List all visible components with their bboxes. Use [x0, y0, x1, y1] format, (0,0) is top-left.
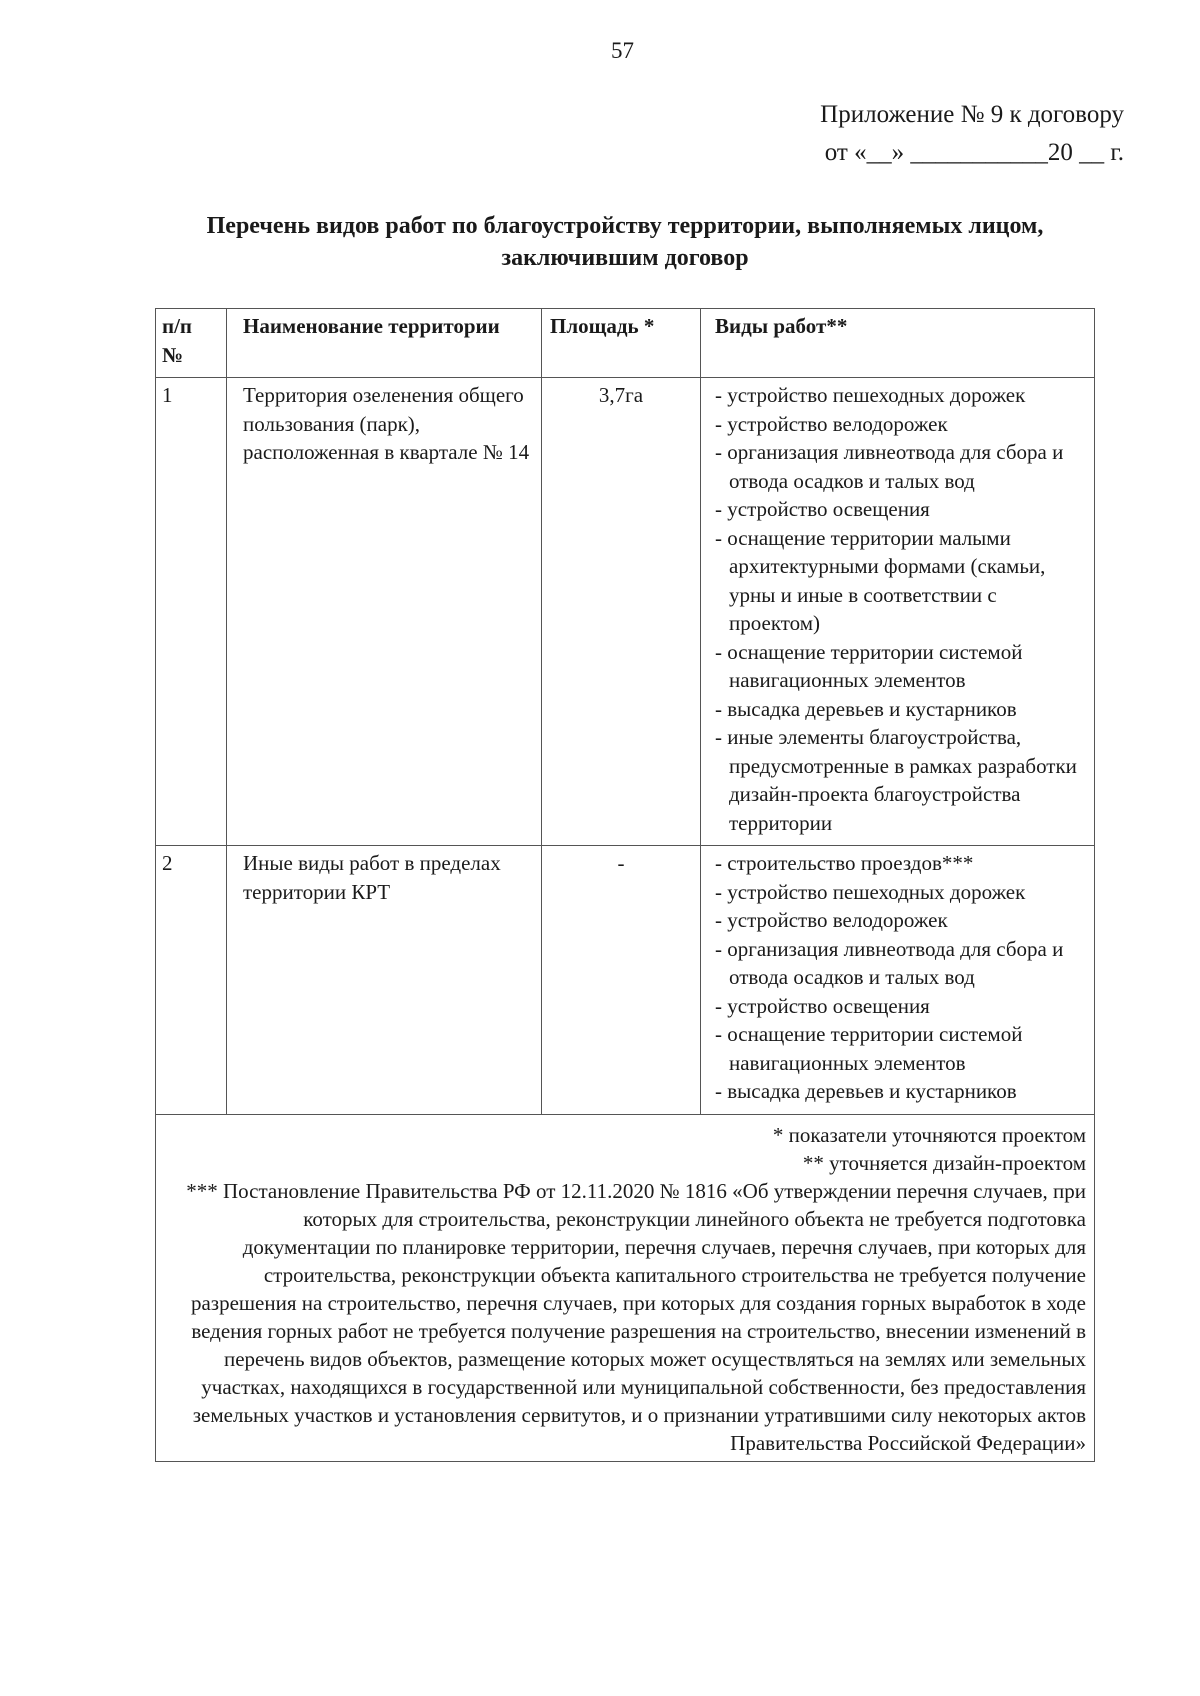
header-num-line-2: № — [162, 342, 184, 367]
notes-cell — [156, 1114, 1095, 1461]
row-2-works — [701, 846, 1095, 1115]
row-1-num: 1 — [156, 378, 227, 846]
row-1-works — [701, 378, 1095, 846]
works-table — [155, 308, 1095, 1462]
work-item: - высадка деревьев и кустарников — [715, 696, 1017, 721]
table-row — [156, 378, 1095, 846]
note-decree: *** Постановление Правительства РФ от 12.11.2020 № 1816 «Об утверждении перечня случаев, при которых для строительства, реконструкции линейного объекта не требуется подготовка документации по планировке территории, перечня случаев, перечня случаев, при которых для строительства, реконструкции объекта капитального строительства не требуется получение разрешения на строительство, перечня случаев, при которых для создания горных выработок в ходе ведения горных работ не требуется получение разрешения на строительство, внесении изменений в перечень видов объектов, размещение которых может осуществляться на землях или земельных участках, находящихся в государственной или муниципальной собственности, без предоставления земельных участков и установления сервитутов, и о признании утратившими силу некоторых актов Правительства Российской Федерации» — [186, 1178, 1086, 1455]
work-item: - оснащение территории малыми архитектурными формами (скамьи, урны и иные в соответствии с проектом) — [715, 525, 1046, 635]
appendix-line-2: от «__» ___________20 __ г. — [824, 139, 1124, 166]
work-item: - организация ливнеотвода для сбора и отвода осадков и талых вод — [715, 440, 1064, 493]
work-item: - строительство проездов*** — [715, 851, 974, 875]
work-item: - устройство пешеходных дорожек — [715, 383, 1026, 407]
row-2-area: - — [542, 846, 701, 1115]
note-area: * показатели уточняются проектом — [772, 1122, 1086, 1147]
work-item: - иные элементы благоустройства, предусмотренные в рамках разработки дизайн-проекта благоустройства территории — [715, 725, 1077, 835]
header-works: Виды работ** — [701, 309, 1095, 378]
title-line-2: заключившим договор — [501, 245, 749, 271]
row-2-num: 2 — [156, 846, 227, 1115]
row-1-area: 3,7га — [542, 378, 701, 846]
header-num — [156, 309, 227, 378]
appendix-line-1: Приложение № 9 к договору — [820, 101, 1124, 128]
header-name: Наименование территории — [227, 309, 542, 378]
work-item: - организация ливнеотвода для сбора и отвода осадков и талых вод — [715, 936, 1064, 989]
notes-row — [156, 1114, 1095, 1461]
work-item: - устройство велодорожек — [715, 411, 948, 436]
title-line-1: Перечень видов работ по благоустройству территории, выполняемых лицом, — [206, 213, 1044, 239]
work-item: - оснащение территории системой навигационных элементов — [715, 639, 1023, 692]
work-item: - высадка деревьев и кустарников — [715, 1079, 1017, 1103]
page-number: 57 — [611, 38, 634, 63]
table-row — [156, 846, 1095, 1115]
work-item: - устройство пешеходных дорожек — [715, 879, 1026, 904]
row-1-name: Территория озеленения общего пользования (парк), расположенная в квартале № 14 — [227, 378, 542, 846]
row-2-name: Иные виды работ в пределах территории КРТ — [227, 846, 542, 1115]
work-item: - оснащение территории системой навигационных элементов — [715, 1022, 1023, 1075]
header-num-line-1: п/п — [162, 314, 193, 338]
header-area: Площадь * — [542, 309, 701, 378]
note-design: ** уточняется дизайн-проектом — [802, 1150, 1086, 1175]
document-title — [120, 210, 1130, 274]
work-item: - устройство велодорожек — [715, 908, 948, 932]
table-header-row — [156, 309, 1095, 378]
work-item: - устройство освещения — [715, 993, 930, 1018]
work-item: - устройство освещения — [715, 497, 930, 521]
appendix-header — [820, 96, 1124, 172]
